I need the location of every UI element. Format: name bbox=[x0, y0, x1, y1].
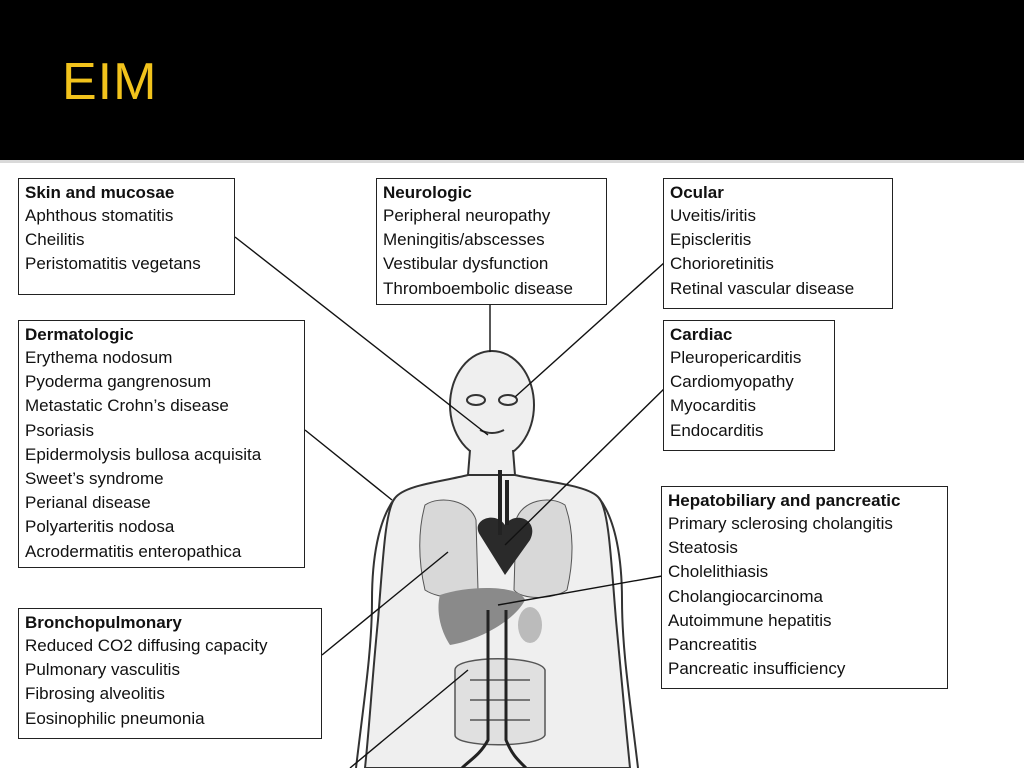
list-item: Reduced CO2 diffusing capacity bbox=[25, 636, 268, 655]
box-heading: Dermatologic bbox=[25, 325, 134, 344]
box-heading: Neurologic bbox=[383, 183, 472, 202]
slide-title: EIM bbox=[62, 53, 158, 111]
list-item: Psoriasis bbox=[25, 420, 94, 440]
list-item: Thromboembolic disease bbox=[383, 278, 573, 298]
head-shape bbox=[450, 351, 534, 459]
list-item: Aphthous stomatitis bbox=[25, 206, 174, 225]
list-item: Epidermolysis bullosa acquisita bbox=[25, 444, 262, 464]
list-item: Erythema nodosum bbox=[25, 348, 173, 367]
box-heading: Bronchopulmonary bbox=[25, 613, 182, 632]
list-item: Cholangiocarcinoma bbox=[668, 586, 823, 606]
box-heading: Ocular bbox=[670, 183, 724, 202]
list-item: Sweet’s syndrome bbox=[25, 469, 164, 489]
left-lung-shape bbox=[420, 500, 478, 598]
list-item: Polyarteritis nodosa bbox=[25, 517, 175, 537]
intestine-shape bbox=[455, 659, 545, 745]
box-heading: Hepatobiliary and pancreatic bbox=[668, 491, 901, 510]
list-item: Retinal vascular disease bbox=[670, 278, 855, 298]
list-item: Meningitis/abscesses bbox=[383, 230, 545, 250]
list-item: Cardiomyopathy bbox=[670, 372, 794, 392]
list-item: Peripheral neuropathy bbox=[383, 206, 551, 225]
title-bar bbox=[0, 0, 1024, 160]
list-item: Pancreatitis bbox=[668, 635, 757, 655]
list-item: Steatosis bbox=[668, 538, 738, 558]
neck-shape bbox=[468, 450, 515, 475]
box-hepatobiliary-and-pancreatic bbox=[661, 486, 948, 689]
kidney-shape bbox=[518, 607, 542, 643]
box-heading: Skin and mucosae bbox=[25, 183, 175, 202]
list-item: Endocarditis bbox=[670, 420, 764, 440]
box-neurologic bbox=[376, 178, 607, 305]
list-item: Peristomatitis vegetans bbox=[25, 254, 201, 274]
list-item: Acrodermatitis enteropathica bbox=[25, 541, 242, 561]
list-item: Cholelithiasis bbox=[668, 562, 769, 582]
list-item: Myocarditis bbox=[670, 396, 756, 416]
connector-derm bbox=[305, 430, 392, 500]
box-skin-and-mucosae bbox=[18, 178, 235, 295]
list-item: Pancreatic insufficiency bbox=[668, 659, 846, 679]
list-item: Perianal disease bbox=[25, 493, 151, 513]
list-item: Primary sclerosing cholangitis bbox=[668, 514, 893, 533]
list-item: Cheilitis bbox=[25, 230, 85, 250]
list-item: Metastatic Crohn’s disease bbox=[25, 396, 229, 416]
box-cardiac bbox=[663, 320, 835, 451]
list-item: Chorioretinitis bbox=[670, 254, 774, 274]
box-bronchopulmonary bbox=[18, 608, 322, 739]
list-item: Pleuropericarditis bbox=[670, 348, 802, 367]
list-item: Uveitis/iritis bbox=[670, 206, 756, 225]
list-item: Episcleritis bbox=[670, 230, 752, 250]
list-item: Vestibular dysfunction bbox=[383, 254, 549, 274]
list-item: Autoimmune hepatitis bbox=[668, 610, 832, 630]
list-item: Fibrosing alveolitis bbox=[25, 684, 165, 704]
list-item: Eosinophilic pneumonia bbox=[25, 708, 205, 728]
box-heading: Cardiac bbox=[670, 325, 733, 344]
list-item: Pulmonary vasculitis bbox=[25, 660, 180, 680]
box-ocular bbox=[663, 178, 893, 309]
list-item: Pyoderma gangrenosum bbox=[25, 372, 212, 392]
box-dermatologic bbox=[18, 320, 305, 568]
